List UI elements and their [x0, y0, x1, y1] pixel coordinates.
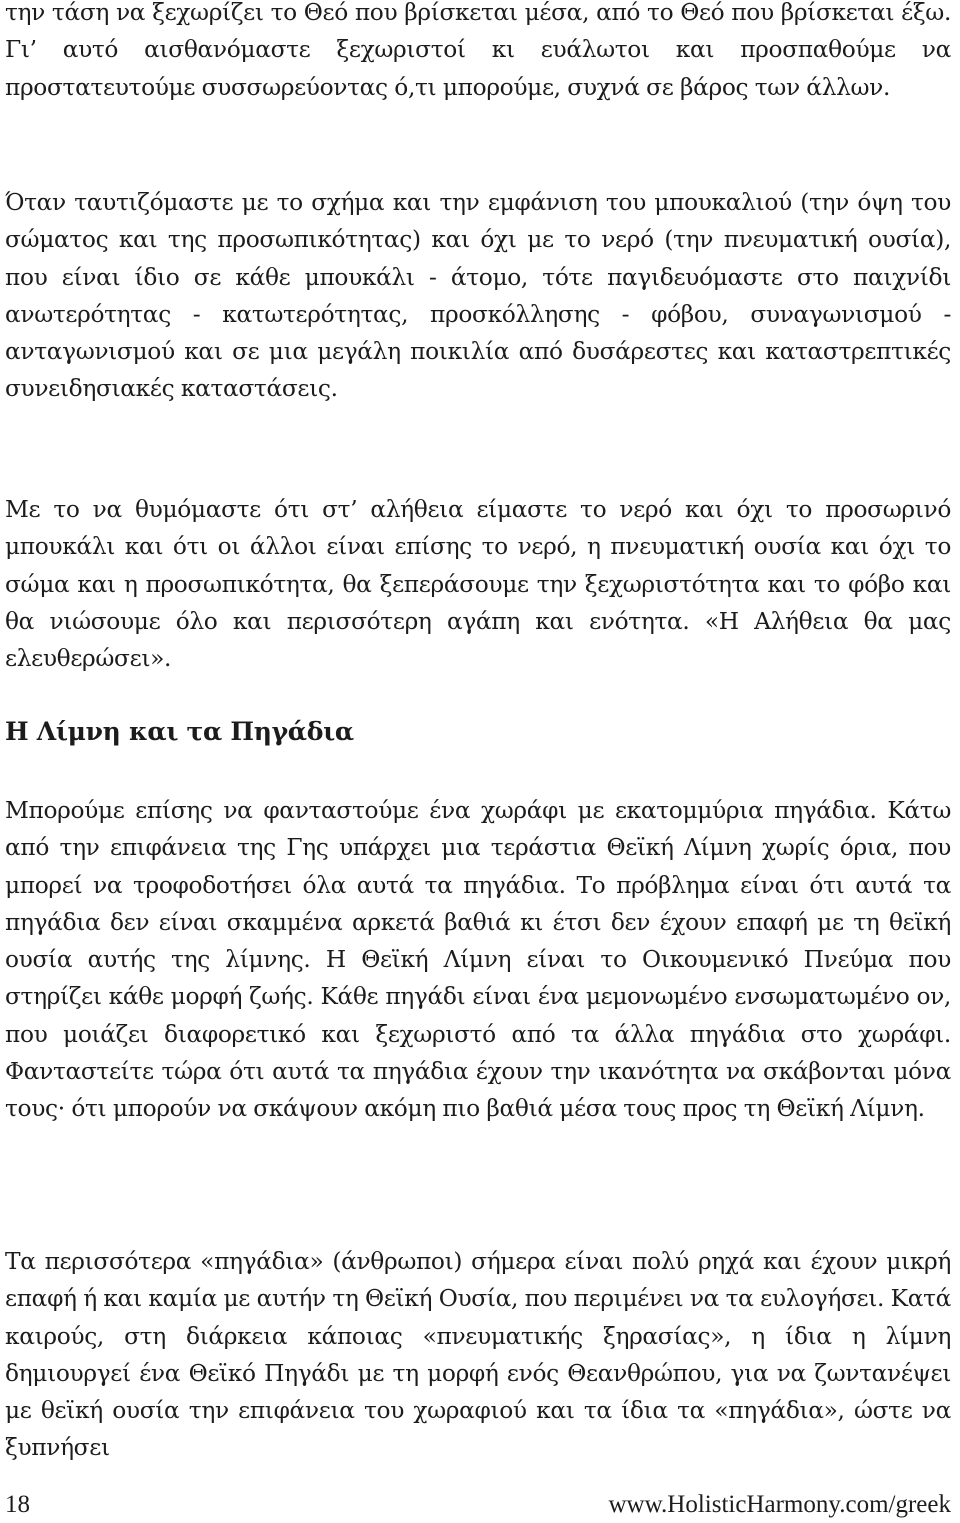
paragraph-field-of-wells: Μπορούμε επίσης να φανταστούμε ένα χωράφι με εκατομμύρια πηγάδια. Κάτω από την επιφάνεια της Γης υπάρχει μια τεράστια Θεϊκή Λίμνη χωρίς όρια, που μπορεί να τροφοδοτήσει όλα αυτά τα πηγάδια. Το πρόβλημα είναι ότι αυτά τα πηγάδια δεν είναι σκαμμένα αρκετά βαθιά κι έτσι δεν έχουν επαφή με τη θεϊκή ουσία αυτής της λίμνης. Η Θεϊκή Λίμνη είναι το Οικουμενικό Πνεύμα που στηρίζει κάθε μορφή ζωής. Κάθε πηγάδι είναι ένα μεμονωμένο ενσωματωμένο ον, που μοιάζει διαφορετικό και ξεχωριστό από τα άλλα πηγάδια στο χωράφι. Φανταστείτε τώρα ότι αυτά τα πηγάδια έχουν την ικανότητα να σκάβονται μόνα τους· ότι μπορούν να σκάψουν ακόμη πιο βαθιά μέσα τους προς τη Θεϊκή Λίμνη.	[5, 797, 951, 1123]
page-footer	[5, 1487, 951, 1523]
section-heading: Η Λίμνη και τα Πηγάδια	[5, 717, 354, 746]
website-url: www.HolisticHarmony.com/greek	[608, 1491, 951, 1518]
paragraph-remembering-water: Με το να θυμόμαστε ότι στ’ αλήθεια είμαστε το νερό και όχι το προσωρινό μπουκάλι και ότι οι άλλοι είναι επίσης το νερό, η πνευματική ουσία και όχι το σώμα και η προσωπικότητα, θα ξεπεράσουμε την ξεχωριστότητα και το φόβο και θα νιώσουμε όλο και περισσότερη αγάπη και ενότητα. «Η Αλήθεια θα μας ελευθερώσει».	[5, 496, 951, 673]
paragraph-intro-continuation: την τάση να ξεχωρίζει το Θεό που βρίσκεται μέσα, από το Θεό που βρίσκεται έξω. Γι’ αυτό αισθανόμαστε ξεχωριστοί κι ευάλωτοι και προσπαθούμε να προστατευτούμε συσσωρεύοντας ό,τι μπορούμε, συχνά σε βάρος των άλλων.	[5, 0, 951, 101]
paragraph-shallow-wells: Τα περισσότερα «πηγάδια» (άνθρωποι) σήμερα είναι πολύ ρηχά και έχουν μικρή επαφή ή και καμία με αυτήν τη Θεϊκή Ουσία, που περιμένει να τα ευλογήσει. Κατά καιρούς, στη διάρκεια κάποιας «πνευματικής ξηρασίας», η ίδια η λίμνη δημιουργεί ένα Θεϊκό Πηγάδι με τη μορφή ενός Θεανθρώπου, για να ζωντανέψει με θεϊκή ουσία την επιφάνεια του χωραφιού και τα ίδια τα «πηγάδια», ώστε να ξυπνήσει	[5, 1248, 951, 1462]
paragraph-bottle-identification: Όταν ταυτιζόμαστε με το σχήμα και την εμφάνιση του μπουκαλιού (την όψη του σώματος και της προσωπικότητας) και όχι με το νερό (την πνευματική ουσία), που είναι ίδιο σε κάθε μπουκάλι - άτομο, τότε παγιδευόμαστε στο παιχνίδι ανωτερότητας - κατωτερότητας, προσκόλλησης - φόβου, συναγωνισμού - ανταγωνισμού και σε μια μεγάλη ποικιλία από δυσάρεστες και καταστρεπτικές συνειδησιακές καταστάσεις.	[5, 189, 951, 403]
page-number: 18	[5, 1491, 30, 1518]
